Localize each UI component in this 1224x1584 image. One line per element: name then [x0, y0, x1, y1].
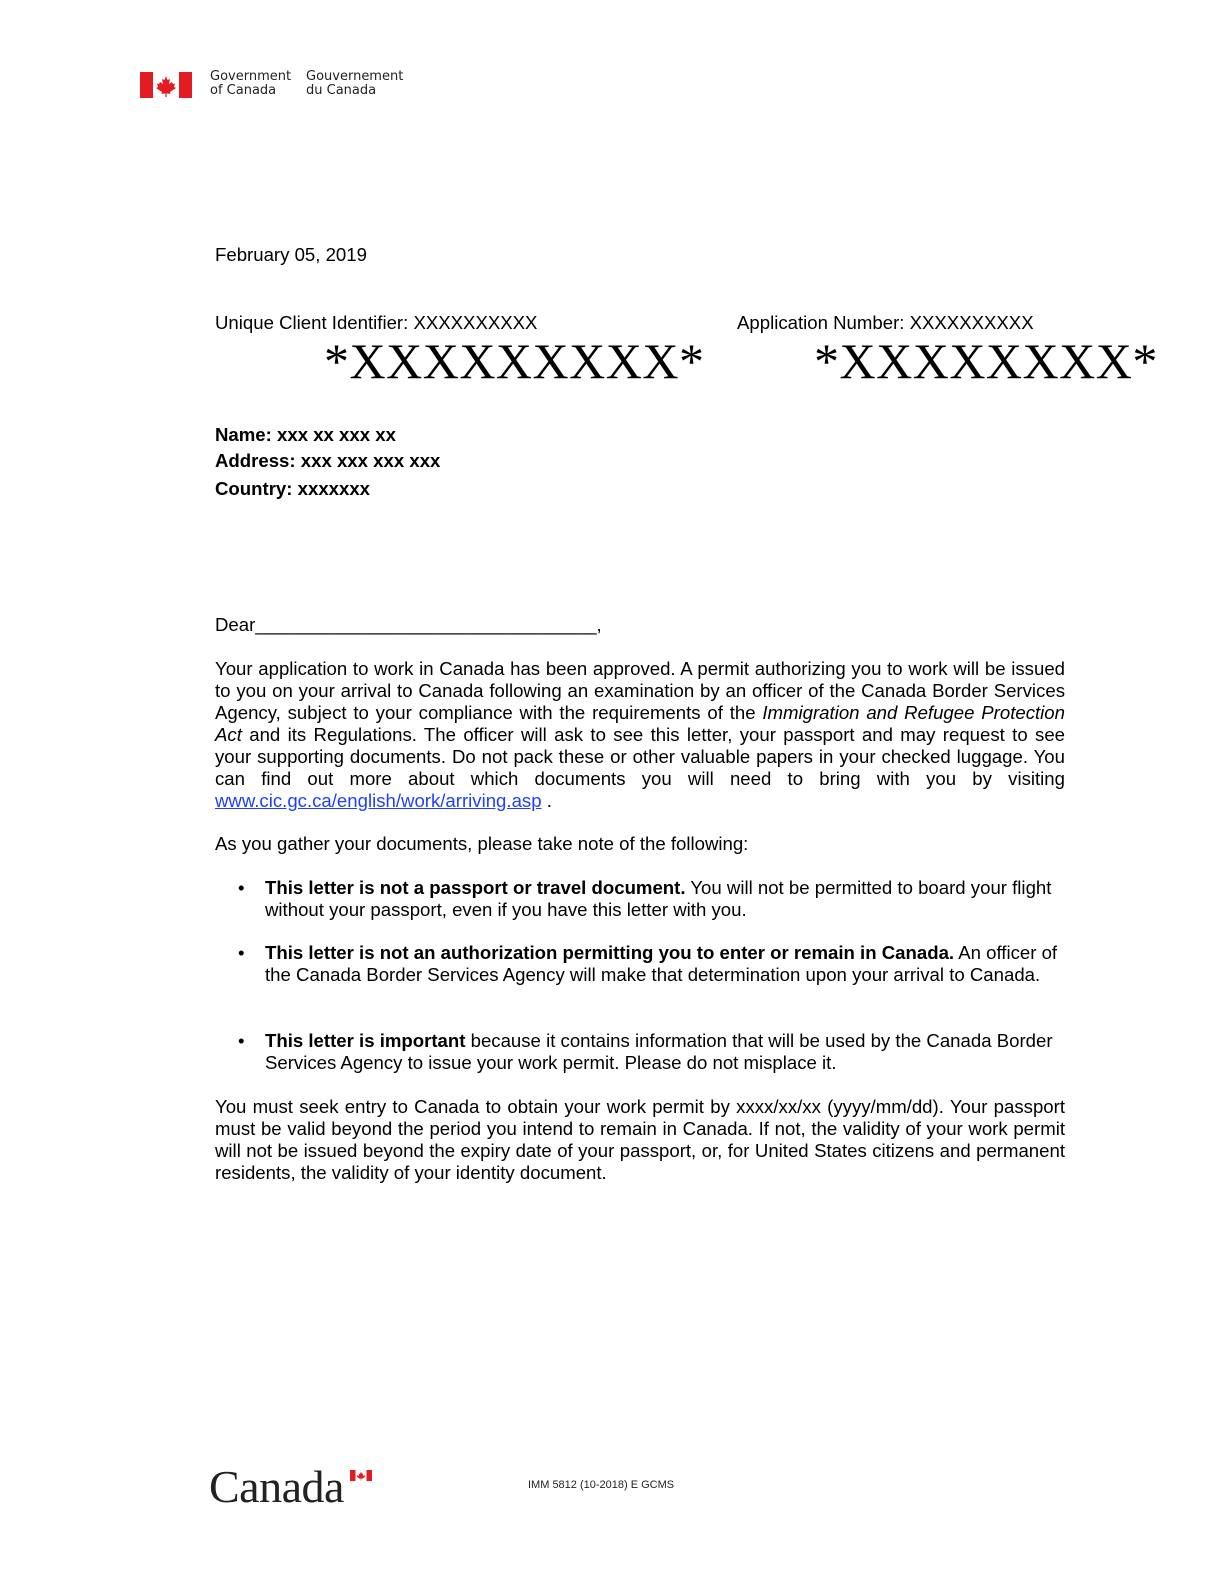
recipient-name	[215, 424, 396, 446]
approval-paragraph	[215, 658, 1065, 812]
recipient-country	[215, 478, 370, 500]
country-label: Country:	[215, 478, 293, 499]
bullet-icon: •	[238, 942, 245, 963]
canada-flag-icon	[350, 1470, 372, 1481]
country-value: xxxxxxx	[297, 478, 371, 499]
name-value: xxx xx xxx xx	[277, 424, 396, 445]
para1-text-a: Your application to work in Canada has been approved. A permit authorizing you to work will be issued to you on your arrival to Canada following an examination by an officer of the Canada Border Services Agency, subject to your compliance with the requirements of the	[215, 658, 1065, 723]
bullet-bold: This letter is not a passport or travel document.	[265, 877, 686, 898]
bullet-icon: •	[238, 877, 245, 898]
application-number-barcode: *XXXXXXXX*	[814, 333, 1158, 389]
uci-label: Unique Client Identifier: XXXXXXXXXX	[215, 312, 538, 333]
gov-french-name	[306, 70, 403, 98]
para1-text-b: and its Regulations. The officer will ask to see this letter, your passport and may request to see your supporting documents. Do not pack these or other valuable papers in your checked luggage. You can find out more about which documents you will need to bring with you by visiting	[215, 724, 1065, 789]
act-name: Immigration and Refugee Protection Act	[215, 702, 1065, 745]
government-of-canada-signature	[140, 70, 420, 104]
gov-en-line1: Government	[210, 69, 292, 84]
name-label: Name:	[215, 424, 272, 445]
application-number-label: Application Number: XXXXXXXXXX	[737, 312, 1034, 333]
bullet-text	[265, 1030, 1065, 1074]
gov-fr-line2: du Canada	[306, 83, 377, 98]
address-value: xxx xxx xxx xxx	[300, 450, 441, 471]
gov-en-line2: of Canada	[210, 83, 277, 98]
entry-deadline-paragraph: You must seek entry to Canada to obtain your work permit by xxxx/xx/xx (yyyy/mm/dd). Your passport must be valid beyond the period you intend to remain in Canada. If not, the validity of your work permit will not be issued beyond the expiry date of your passport, or, for United States citizens and permanent residents, the validity of your identity document.	[215, 1096, 1065, 1183]
para1-end: .	[541, 790, 552, 811]
bullet-body: An officer of the Canada Border Services Agency will make that determination upon your arrival to Canada.	[265, 942, 1058, 985]
arriving-link[interactable]: www.cic.gc.ca/english/work/arriving.asp	[215, 790, 542, 811]
form-code: IMM 5812 (10-2018) E GCMS	[528, 1479, 675, 1491]
bullet-bold: This letter is not an authorization permitting you to enter or remain in Canada.	[265, 942, 955, 963]
bullet-bold: This letter is important	[265, 1030, 466, 1051]
bullet-icon: •	[238, 1030, 245, 1051]
letter-date: February 05, 2019	[215, 244, 367, 265]
bullet-text	[265, 942, 1065, 986]
bullet-text	[265, 877, 1065, 921]
gov-english-name	[210, 70, 291, 98]
salutation: Dear_________________________________,	[215, 614, 602, 635]
documents-intro: As you gather your documents, please take note of the following:	[215, 833, 749, 854]
address-label: Address:	[215, 450, 296, 471]
gov-fr-line1: Gouvernement	[306, 69, 404, 84]
bullet-body: because it contains information that will be used by the Canada Border Services Agency to issue your work permit. Please do not misplace it.	[265, 1030, 1053, 1073]
canada-wordmark: Canada	[209, 1461, 344, 1512]
bullet-body: You will not be permitted to board your flight without your passport, even if you have this letter with you.	[265, 877, 1052, 920]
uci-barcode: *XXXXXXXXX*	[324, 333, 705, 389]
recipient-address	[215, 450, 440, 472]
canada-flag-icon	[140, 72, 192, 98]
